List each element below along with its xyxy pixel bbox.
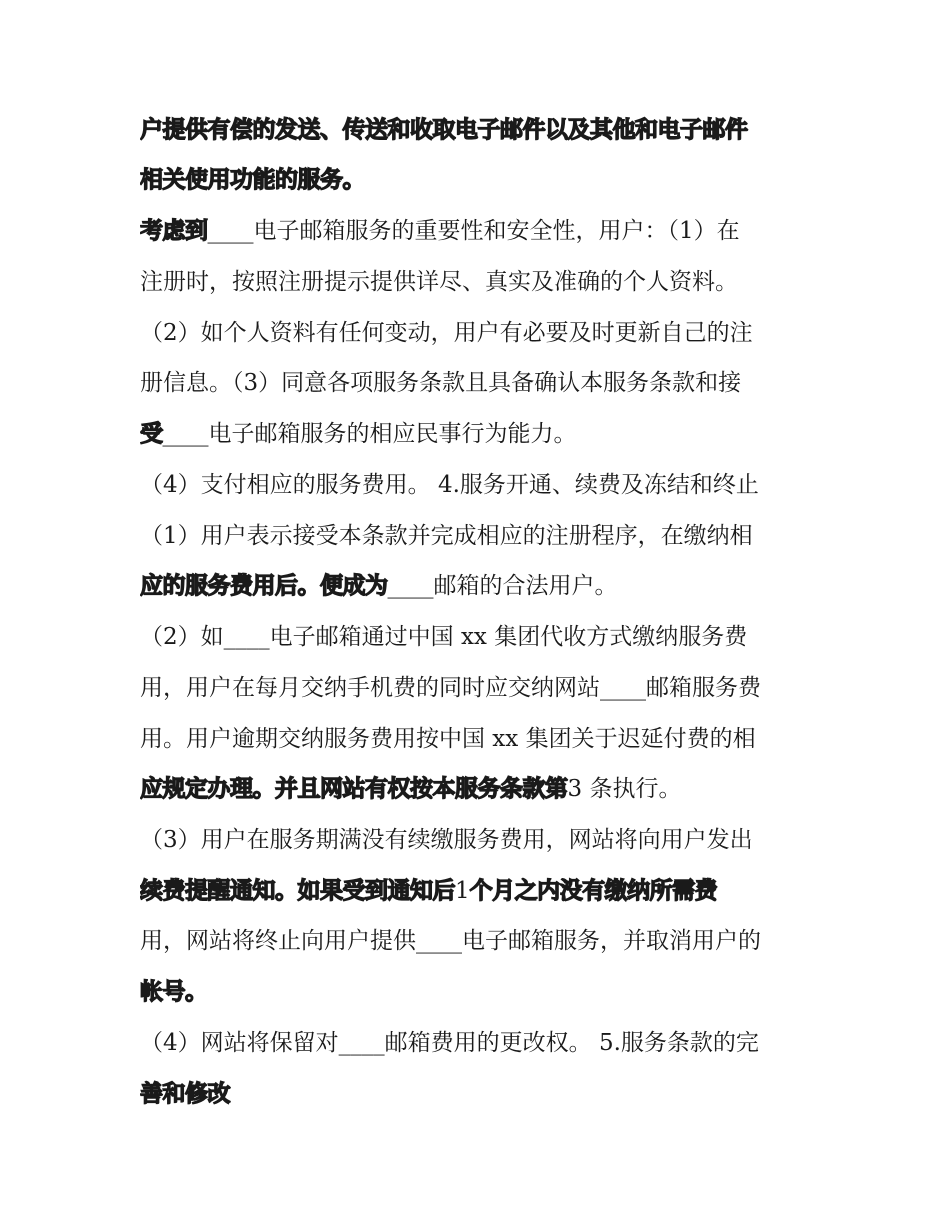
text-segment: 用，网站将终止向用户提供____电子邮箱服务，并取消用户的: [140, 928, 761, 954]
text-line: [140, 668, 830, 708]
text-segment: 相关使用功能的服务。: [140, 167, 365, 193]
text-line: [140, 465, 830, 505]
text-line: [140, 566, 830, 606]
text-line: [140, 719, 830, 759]
text-segment: 用。用户逾期交纳服务费用按中国 xx 集团关于迟延付费的相: [140, 726, 756, 752]
text-line: [140, 972, 830, 1012]
text-line: [140, 211, 830, 251]
text-segment: （4）支付相应的服务费用。 4.服务开通、续费及冻结和终止: [140, 472, 759, 498]
text-segment: 个月之内没有缴纳所需费: [469, 878, 718, 904]
text-segment: ____电子邮箱服务的重要性和安全性，用户：（1）在: [207, 218, 740, 244]
text-segment: 1: [455, 878, 470, 904]
text-segment: 用，用户在每月交纳手机费的同时应交纳网站____邮箱服务费: [140, 675, 761, 701]
text-segment: 册信息。（3）同意各项服务条款且具备确认本服务条款和接: [140, 370, 742, 396]
text-segment: （3）用户在服务期满没有续缴服务费用，网站将向用户发出: [140, 827, 753, 853]
text-line: [140, 363, 830, 403]
text-line: [140, 1074, 830, 1114]
text-segment: （2）如____电子邮箱通过中国 xx 集团代收方式缴纳服务费: [140, 624, 748, 650]
text-segment: ____邮箱的合法用户。: [387, 573, 618, 599]
text-segment: 户提供有偿的发送、传送和收取电子邮件以及其他和电子邮件: [140, 117, 748, 143]
text-line: [140, 110, 830, 150]
text-segment: 3 条执行。: [567, 776, 682, 802]
text-line: [140, 414, 830, 454]
text-segment: 应规定办理。并且网站有权按本服务条款第: [140, 776, 568, 802]
text-segment: 注册时，按照注册提示提供详尽、真实及准确的个人资料。: [140, 269, 738, 295]
text-line: [140, 1023, 830, 1063]
text-segment: ____电子邮箱服务的相应民事行为能力。: [162, 421, 577, 447]
text-line: [140, 769, 830, 809]
text-line: [140, 516, 830, 556]
text-segment: 续费提醒通知。如果受到通知后: [140, 878, 455, 904]
text-segment: （1）用户表示接受本条款并完成相应的注册程序，在缴纳相: [140, 523, 753, 549]
text-segment: （4）网站将保留对____邮箱费用的更改权。 5.服务条款的完: [140, 1030, 759, 1056]
text-line: [140, 160, 830, 200]
text-line: [140, 313, 830, 353]
text-segment: 考虑到: [140, 218, 208, 244]
text-line: [140, 921, 830, 961]
text-segment: 应的服务费用后。便成为: [140, 573, 388, 599]
text-line: [140, 820, 830, 860]
text-segment: 帐号。: [140, 979, 208, 1005]
text-line: [140, 617, 830, 657]
text-segment: 善和修改: [140, 1081, 230, 1107]
text-segment: （2）如个人资料有任何变动，用户有必要及时更新自己的注: [140, 320, 753, 346]
text-line: [140, 262, 830, 302]
text-line: [140, 871, 830, 911]
text-segment: 受: [140, 421, 163, 447]
